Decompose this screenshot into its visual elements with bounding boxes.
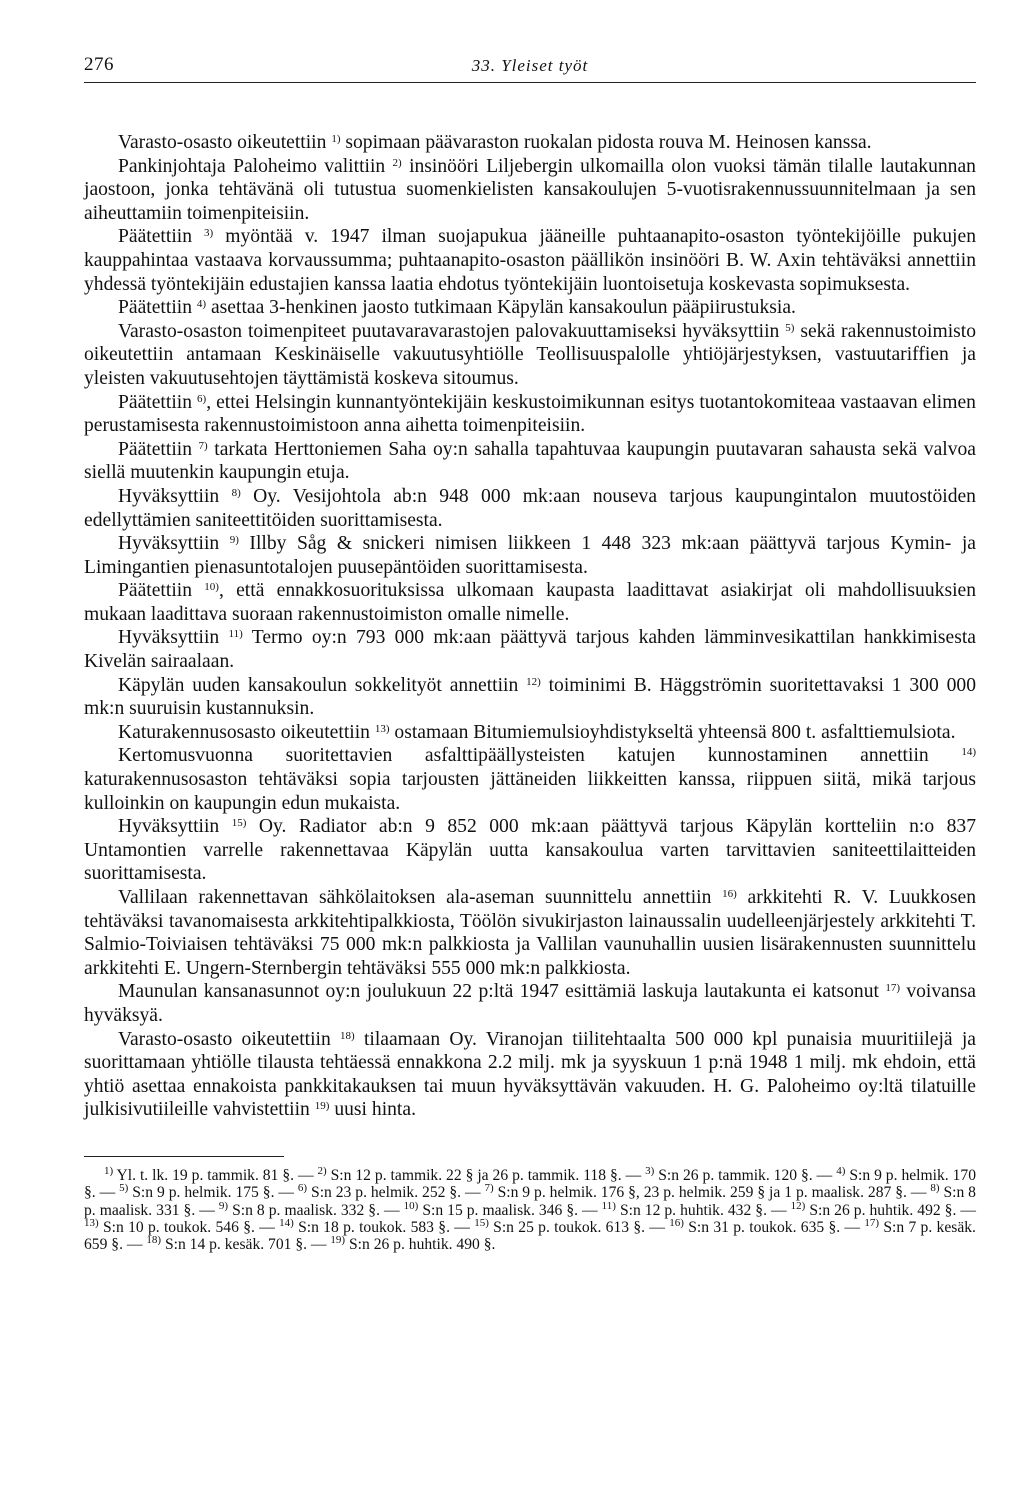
paragraph-text: toiminimi B. Häggströmin suoritettavaksi 1 300 000 mk:n suuruisin kustannuksin. <box>84 674 976 720</box>
footnote-citation: S:n 9 p. helmik. 175 §. — <box>128 1184 298 1202</box>
footnote-reference: 18) <box>340 1029 355 1042</box>
footnote-reference: 10) <box>204 581 219 594</box>
footnote-citation: S:n 26 p. huhtik. 492 §. — <box>805 1201 976 1219</box>
footnote-reference: 8) <box>231 486 241 499</box>
footnote-marker: 18) <box>146 1234 162 1247</box>
footnote-citation: S:n 10 p. toukok. 546 §. — <box>98 1218 280 1236</box>
paragraph-text: uusi hinta. <box>329 1099 416 1121</box>
paragraph-text: Oy. Radiator ab:n 9 852 000 mk:aan päättyvä tarjous Käpylän kortteliin n:o 837 Untamontien varrelle rakennettavaa Käpylän uutta kansakoulua varten tarvittavien saniteettilaitteiden suorittamisesta. <box>84 816 976 885</box>
footnote-reference: 15) <box>231 817 247 830</box>
paragraph <box>84 532 976 579</box>
footnote-divider <box>84 1156 284 1157</box>
paragraph-text: tilaamaan Oy. Viranojan tiilitehtaalta 500 000 kpl punaisia muuritiilejä ja suorittamaan yhtiölle tilausta tehtäessä ennakkona 2.2 milj. mk ja syyskuun 1 p:nä 1948 1 milj. mk ehdoin, että yhtiö asettaa ennakoista pankkitakauksen tai muun hyväksyttävän vakuuden. H. G. Paloheimo oy:ltä tilatuille julkisivutiileille vahvistettiin <box>84 1028 977 1121</box>
paragraph <box>84 721 976 745</box>
footnote-marker: 14) <box>279 1216 294 1229</box>
footnote-citation: S:n 23 p. helmik. 252 §. — <box>307 1184 485 1202</box>
paragraph <box>84 1028 976 1122</box>
footnote-citation: S:n 7 p. kesäk. 659 §. — <box>84 1218 976 1254</box>
paragraph-text: Varasto-osasto oikeutettiin <box>118 1028 341 1050</box>
footnote-citation: S:n 26 p. tammik. 120 §. — <box>654 1166 837 1184</box>
footnote-marker: 11) <box>601 1199 616 1212</box>
footnote-reference: 5) <box>785 321 795 334</box>
footnote-citation: S:n 14 p. kesäk. 701 §. — <box>161 1236 331 1254</box>
paragraph <box>84 438 976 485</box>
footnote-reference: 6) <box>197 392 207 405</box>
footnote-marker: 7) <box>484 1182 494 1195</box>
paragraph-text: ostamaan Bitumiemulsioyhdistykseltä yhteensä 800 t. asfalttiemulsiota. <box>389 721 956 743</box>
paragraph <box>84 886 976 980</box>
footnote-marker: 4) <box>836 1164 846 1177</box>
paragraph-text: sekä rakennustoimisto oikeutettiin antamaan Keskinäiselle vakuutusyhtiölle Teollisuuspalolle yhtiöjärjestyksen, vastuutariffien ja yleisten vakuutusehtojen täyttämistä koskeva sitoumus. <box>84 320 977 389</box>
footnote-marker: 17) <box>864 1216 880 1229</box>
footnote-reference: 7) <box>198 439 208 452</box>
footnote-reference: 13) <box>374 722 390 735</box>
footnote-citation: S:n 8 p. maalisk. 331 §. — <box>84 1184 976 1219</box>
paragraph <box>84 815 976 886</box>
paragraph <box>84 674 976 721</box>
paragraph-text: Päätettiin <box>118 580 205 602</box>
body-text <box>84 131 976 1122</box>
footnotes <box>84 1164 976 1254</box>
paragraph <box>84 744 976 815</box>
footnote-citation: S:n 18 p. toukok. 583 §. — <box>293 1218 475 1236</box>
paragraph-text: Päätettiin <box>118 438 199 460</box>
paragraph-text: Katurakennusosasto oikeutettiin <box>118 721 375 743</box>
paragraph-text: , ettei Helsingin kunnantyöntekijäin keskustoimikunnan esitys tuotantokomiteaa vastaavan elimen perustamisesta rakennustoimistoon anna aihetta toimenpiteisiin. <box>84 391 976 437</box>
footnote-marker: 3) <box>645 1164 655 1177</box>
footnote-reference: 1) <box>331 133 341 145</box>
paragraph <box>84 485 976 532</box>
paragraph-text: asettaa 3-henkinen jaosto tutkimaan Käpylän kansakoulun pääpiirustuksia. <box>206 297 796 319</box>
footnote-marker: 13) <box>84 1216 99 1229</box>
paragraph-text: Termo oy:n 793 000 mk:aan päättyvä tarjous kahden lämminvesikattilan hankkimisesta Kivelän sairaalaan. <box>84 627 977 673</box>
footnote-citation: S:n 12 p. tammik. 22 § ja 26 p. tammik. 118 §. — <box>326 1166 646 1184</box>
footnote-marker: 8) <box>930 1182 940 1195</box>
paragraph-text: insinööri Liljebergin ulkomailla olon vuoksi tämän tilalle lautakunnan jaostoon, jonka tehtävänä oli tutustua suomenkielisten kansakoulujen 5-vuotisrakennussuunnitelmaan ja sen aiheuttamiin toimenpiteisiin. <box>84 155 976 224</box>
footnote-reference: 14) <box>961 746 976 759</box>
paragraph <box>84 225 976 296</box>
paragraph-text: voivansa hyväksyä. <box>84 981 976 1026</box>
paragraph <box>84 626 976 673</box>
paragraph-text: Maunulan kansanasunnot oy:n joulukuun 22 p:ltä 1947 esittämiä laskuja lautakunta ei katsonut <box>118 981 886 1003</box>
paragraph-text: , että ennakkosuorituksissa ulkomaan kaupasta laadittavat asiakirjat oli mahdollisuuksien mukaan laadittava suoraan rakennustoimiston omalle nimelle. <box>84 580 977 625</box>
footnote-citation: S:n 15 p. maalisk. 346 §. — <box>418 1201 602 1219</box>
paragraph <box>84 391 976 438</box>
paragraph-text: Päätettiin <box>118 226 205 248</box>
footnote-citation: S:n 9 p. helmik. 170 §. — <box>84 1166 976 1202</box>
footnote-marker: 16) <box>669 1216 684 1229</box>
paragraph-text: Hyväksyttiin <box>118 485 232 507</box>
footnote-reference: 12) <box>526 675 541 688</box>
footnote-reference: 9) <box>229 534 239 547</box>
paragraph <box>84 296 976 320</box>
paragraph-text: Vallilaan rakennettavan sähkölaitoksen ala-aseman suunnittelu annettiin <box>118 887 723 908</box>
page-header <box>84 52 976 83</box>
footnote-reference: 2) <box>392 156 402 169</box>
paragraph-text: Illby Såg & snickeri nimisen liikkeen 1 448 323 mk:aan päättyvä tarjous Kymin- ja Limingantien pienasuntotalojen puusepäntöiden suorittamisesta. <box>84 533 976 578</box>
footnote-reference: 4) <box>196 298 207 311</box>
paragraph-text: tarkata Herttoniemen Saha oy:n sahalla tapahtuvaa kaupungin puutavaran sahausta sekä valvoa siellä muutenkin kaupungin etuja. <box>84 438 976 484</box>
footnote-citation: S:n 25 p. toukok. 613 §. — <box>488 1218 670 1236</box>
footnote-marker: 15) <box>474 1216 489 1229</box>
paragraph <box>84 155 976 226</box>
paragraph <box>84 579 976 626</box>
paragraph-text: myöntää v. 1947 ilman suojapukua jääneille puhtaanapito-osaston työntekijöille pukujen kauppahintaa vastaava korvaussumma; puhtaanapito-osaston päällikön insinööri B. W. Axin tehtäväksi annettiin yhdessä työntekijäin edustajien kanssa laatia ehdotus työntekijäin luontoisetuja koskevasta sopimuksesta. <box>84 226 976 295</box>
footnote-marker: 5) <box>119 1182 129 1195</box>
paragraph <box>84 980 976 1027</box>
paragraph-text: Oy. Vesijohtola ab:n 948 000 mk:aan nouseva tarjous kaupungintalon muutostöiden edellyttämien saniteettitöiden suorittamisesta. <box>84 485 976 531</box>
paragraph-text: Hyväksyttiin <box>118 533 230 555</box>
footnote-marker: 6) <box>297 1182 308 1195</box>
footnote-reference: 3) <box>204 227 214 240</box>
running-title: 33. Yleiset työt <box>471 56 589 75</box>
footnote-citation: S:n 31 p. toukok. 635 §. — <box>683 1218 865 1236</box>
footnote-citation: S:n 12 p. huhtik. 432 §. — <box>615 1201 791 1219</box>
paragraph-text: Käpylän uuden kansakoulun sokkelityöt annettiin <box>118 674 527 696</box>
footnote-marker: 9) <box>218 1199 229 1212</box>
paragraph-text: Varasto-osasto oikeutettiin <box>118 132 332 153</box>
paragraph-text: Hyväksyttiin <box>118 816 232 838</box>
paragraph-text: sopimaan päävaraston ruokalan pidosta rouva M. Heinosen kanssa. <box>340 132 872 153</box>
footnote-citation: S:n 9 p. helmik. 176 §, 23 p. helmik. 259 § ja 1 p. maalisk. 287 §. — <box>493 1184 931 1202</box>
paragraph-text: Varasto-osaston toimenpiteet puutavaravarastojen palovakuuttamiseksi hyväksyttiin <box>118 320 786 342</box>
footnote-citation: S:n 8 p. maalisk. 332 §. — <box>228 1201 404 1219</box>
footnote-marker: 2) <box>317 1164 327 1177</box>
footnote-citation: Yl. t. lk. 19 p. tammik. 81 §. — <box>113 1166 318 1184</box>
document-page <box>84 52 976 1253</box>
footnote-marker: 1) <box>104 1164 114 1177</box>
footnote-text <box>84 1164 976 1254</box>
paragraph <box>84 131 976 155</box>
footnote-reference: 17) <box>885 982 900 995</box>
paragraph-text: Päätettiin <box>118 297 197 319</box>
footnote-reference: 16) <box>722 888 737 900</box>
paragraph-text: Hyväksyttiin <box>118 627 229 649</box>
page-number: 276 <box>84 54 114 75</box>
footnote-citation: S:n 26 p. huhtik. 490 §. <box>345 1236 496 1254</box>
footnote-reference: 19) <box>314 1100 330 1113</box>
paragraph-text: katurakennusosaston tehtäväksi sopia tarjousten jättäneiden liikkeitten kanssa, riippuen siitä, mikä tarjous kulloinkin on kaupungin edun mukaista. <box>84 769 976 814</box>
paragraph-text: Kertomusvuonna suoritettavien asfalttipäällysteisten katujen kunnostaminen annettiin <box>118 745 962 767</box>
paragraph-text: arkkitehti R. V. Luukkosen tehtäväksi tavanomaisesta arkkitehtipalkkiosta, Töölön sivukirjaston lainaussalin uudelleenjärjestely arkkitehti T. Salmio-Toiviaisen tehtäväksi 75 000 mk:n palkkiosta ja Vallilan vaunuhallin uusien lisärakennusten suunnittelu arkkitehti E. Ungern-Sternbergin tehtäväksi 555 000 mk:n palkkiosta. <box>84 887 976 979</box>
paragraph <box>84 320 976 391</box>
footnote-marker: 12) <box>790 1199 806 1212</box>
footnote-marker: 10) <box>403 1199 419 1212</box>
footnote-reference: 11) <box>228 628 243 641</box>
footnote-marker: 19) <box>330 1234 346 1247</box>
paragraph-text: Pankinjohtaja Paloheimo valittiin <box>118 155 393 177</box>
paragraph-text: Päätettiin <box>118 391 198 413</box>
